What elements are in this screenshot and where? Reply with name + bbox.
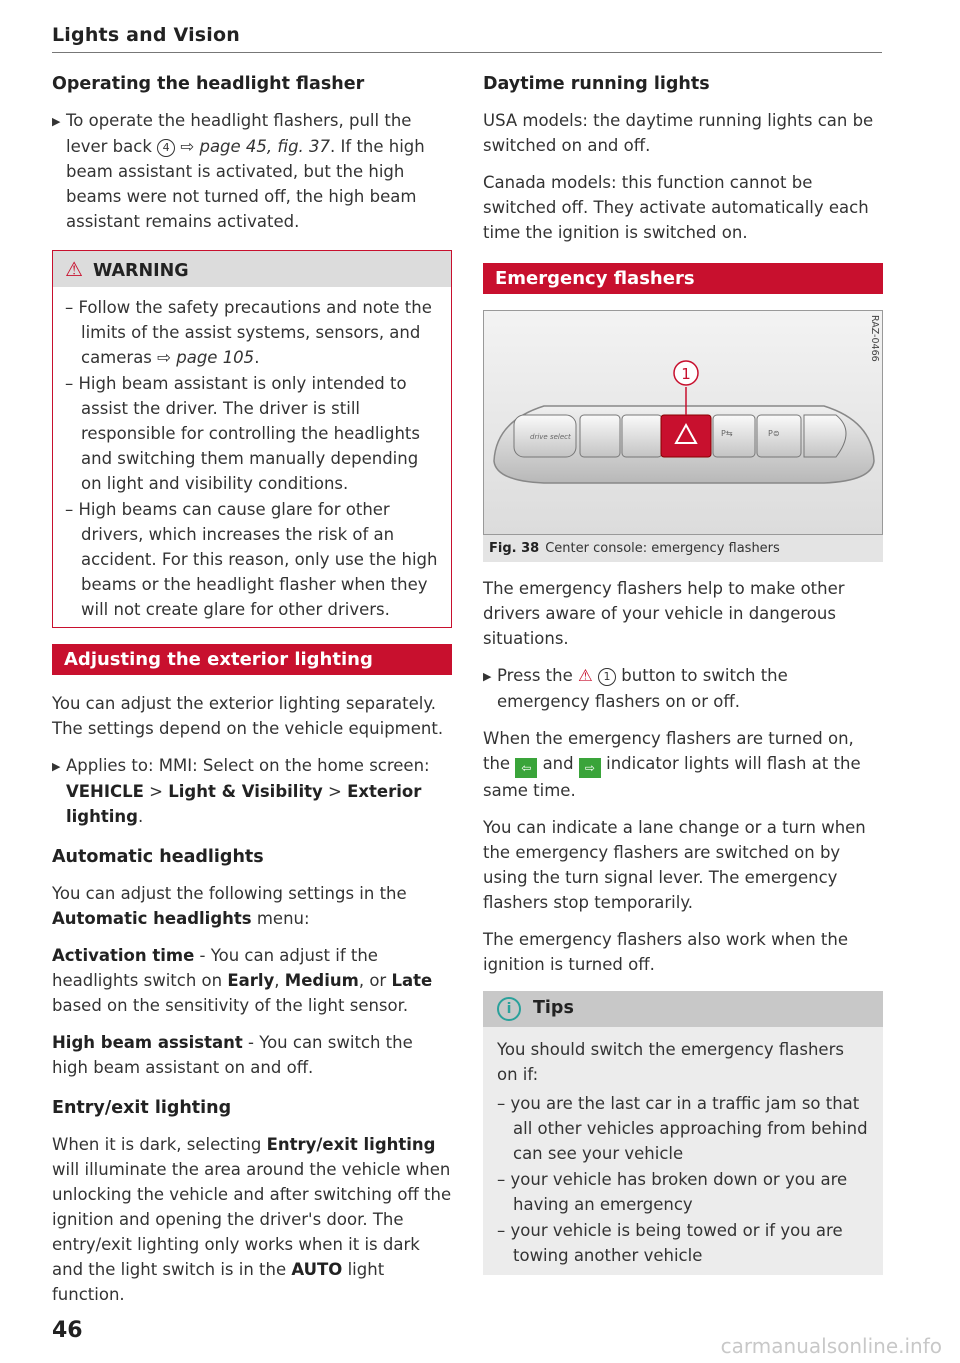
button-label: P⇆	[721, 429, 733, 438]
setting-name: Activation time	[52, 946, 195, 965]
text: - You can switch the high beam assistant on and off.	[52, 1033, 413, 1077]
text: ,	[274, 971, 285, 990]
warning-title: WARNING	[92, 261, 189, 281]
warning-item: – Follow the safety precautions and note the limits of the assist systems, sensors, and cameras ⇨ page 105.	[65, 298, 432, 367]
option-early: Early	[227, 971, 275, 990]
paragraph: You can adjust the exterior lighting separately. The settings depend on the vehicle equipment.	[52, 694, 444, 738]
right-column	[483, 74, 883, 1275]
hazard-button	[661, 415, 711, 457]
text: High beams can cause glare for other drivers, which increases the risk of an accident. For this reason, only use the high beams or the headlight flasher when they will not create glare for other drivers.	[78, 500, 438, 619]
button-label: P⊜	[768, 429, 780, 438]
instruction-bullet	[52, 108, 452, 234]
text: your vehicle has broken down or you are having an emergency	[510, 1170, 848, 1214]
figure-label: Fig. 38	[489, 541, 540, 556]
text: based on the sensitivity of the light sensor.	[52, 996, 409, 1015]
menu-path-light-visibility: Light & Visibility	[168, 782, 323, 801]
warning-header	[53, 251, 451, 287]
option-medium: Medium	[284, 971, 359, 990]
page-reference-link[interactable]: page 105	[176, 348, 255, 367]
text: . If the high beam assistant is activated, but the high beams were not turned off, the high beam assistant remains activated.	[66, 137, 425, 231]
tips-item: – you are the last car in a traffic jam so that all other vehicles approaching from behind can see your vehicle	[497, 1094, 868, 1163]
bullet-triangle-icon: ▶	[52, 760, 61, 773]
menu-path-vehicle: VEHICLE	[66, 782, 144, 801]
figure-code: RAZ-0466	[869, 315, 880, 362]
text: button to switch the emergency flashers on or off.	[497, 666, 788, 711]
menu-path-exterior-lighting: Exterior lighting	[66, 782, 422, 826]
bullet-triangle-icon: ▶	[52, 115, 61, 128]
menu-name: Automatic headlights	[52, 909, 252, 928]
tips-intro: You should switch the emergency flashers on if:	[497, 1040, 844, 1084]
text: You can adjust the following settings in the	[52, 884, 407, 903]
warning-box	[52, 250, 452, 628]
text: and	[537, 754, 579, 773]
section-title-headlight-flasher: Operating the headlight flasher	[52, 74, 365, 94]
warning-item: – High beams can cause glare for other drivers, which increases the risk of an accident. For this reason, only use the high beams or the headlight flasher when they will not create glare for other drivers.	[65, 500, 438, 619]
console-button	[713, 415, 755, 457]
separator: >	[143, 782, 169, 801]
paragraph	[52, 1132, 452, 1307]
section-title-automatic-headlights: Automatic headlights	[52, 847, 264, 867]
paragraph: The emergency flashers also work when the ignition is turned off.	[483, 930, 848, 974]
instruction-bullet	[52, 753, 452, 829]
instruction-bullet	[483, 663, 883, 714]
watermark: carmanualsonline.info	[720, 1334, 942, 1358]
text: , or	[358, 971, 392, 990]
section-banner-emergency-flashers: Emergency flashers	[483, 263, 883, 294]
paragraph: The emergency flashers help to make other drivers aware of your vehicle in dangerous situations.	[483, 579, 845, 648]
callout-number: 1	[598, 668, 616, 686]
text: When it is dark, selecting	[52, 1135, 267, 1154]
paragraph	[483, 726, 883, 803]
text: - You can adjust if the headlights switch on	[52, 946, 378, 990]
callout-number: 1	[681, 365, 691, 383]
right-turn-indicator-icon: ⇨	[579, 758, 601, 778]
info-icon: i	[497, 997, 521, 1021]
page-reference-arrow-icon: ⇨	[157, 348, 171, 367]
text: menu:	[251, 909, 310, 928]
center-console-illustration	[484, 311, 882, 534]
section-banner-exterior-lighting: Adjusting the exterior lighting	[52, 644, 452, 675]
paragraph: USA models: the daytime running lights can be switched on and off.	[483, 111, 874, 155]
paragraph: You can indicate a lane change or a turn when the emergency flashers are switched on by using the turn signal lever. The emergency flashers stop temporarily.	[483, 818, 866, 912]
page-reference-arrow-icon: ⇨	[180, 137, 195, 156]
console-button	[622, 415, 662, 457]
console-button	[580, 415, 620, 457]
setting-name: High beam assistant	[52, 1033, 243, 1052]
warning-item: – High beam assistant is only intended to assist the driver. The driver is still responsible for controlling the headlights and switching them manually depending on light and visibility conditions.	[65, 374, 420, 493]
text: When the emergency flashers are turned on, the	[483, 729, 854, 773]
tips-body	[483, 1027, 883, 1275]
page-number: 46	[52, 1318, 83, 1343]
tips-item: – your vehicle is being towed or if you are towing another vehicle	[497, 1221, 843, 1265]
text: light function.	[52, 1260, 385, 1304]
header-rule	[52, 52, 882, 53]
text: Applies to: MMI: Select on the home screen:	[66, 756, 430, 775]
left-column	[52, 74, 452, 1319]
tips-box	[483, 991, 883, 1275]
text: you are the last car in a traffic jam so that all other vehicles approaching from behind can see your vehicle	[510, 1094, 868, 1163]
text: Follow the safety precautions and note the limits of the assist systems, sensors, and cameras	[78, 298, 432, 367]
light-function-auto: AUTO	[291, 1260, 343, 1279]
text: indicator lights will flash at the same time.	[483, 754, 861, 800]
text: .	[137, 807, 144, 826]
figure-caption	[483, 535, 883, 562]
warning-triangle-icon: ⚠	[65, 257, 83, 281]
section-title-daytime-running-lights: Daytime running lights	[483, 74, 710, 94]
text: your vehicle is being towed or if you are towing another vehicle	[510, 1221, 843, 1265]
text: To operate the headlight flashers, pull the lever back	[66, 111, 412, 156]
section-title-entry-exit: Entry/exit lighting	[52, 1098, 232, 1118]
console-button	[804, 415, 846, 457]
button-label-drive-select: drive select	[530, 433, 571, 441]
option-late: Late	[391, 971, 433, 990]
hazard-triangle-icon: ⚠	[578, 666, 593, 685]
caption-text: Center console: emergency flashers	[545, 541, 780, 556]
tips-item: – your vehicle has broken down or you are having an emergency	[497, 1170, 848, 1214]
text: High beam assistant is only intended to assist the driver. The driver is still responsible for controlling the headlights and switching them manually depending on light and visibility conditions.	[78, 374, 420, 493]
callout-number: 4	[157, 139, 175, 157]
tips-header	[483, 991, 883, 1027]
text: will illuminate the area around the vehicle when unlocking the vehicle and after switching off the ignition and opening the driver's door. The entry/exit lighting only works when it is dark and the light switch is in the	[52, 1160, 452, 1279]
tips-title: Tips	[533, 998, 574, 1018]
page-header-title: Lights and Vision	[52, 24, 241, 46]
paragraph	[52, 943, 452, 1018]
text: Press the	[497, 666, 578, 685]
page-reference-link[interactable]: page 45, fig. 37	[199, 137, 331, 156]
separator: >	[322, 782, 348, 801]
text: .	[254, 348, 260, 367]
figure-center-console	[483, 310, 883, 535]
setting-name: Entry/exit lighting	[266, 1135, 436, 1154]
warning-body	[53, 287, 451, 627]
paragraph	[52, 1030, 452, 1080]
paragraph	[52, 881, 452, 931]
left-turn-indicator-icon: ⇦	[515, 758, 537, 778]
bullet-triangle-icon: ▶	[483, 670, 492, 683]
paragraph: Canada models: this function cannot be switched off. They activate automatically each time the ignition is switched on.	[483, 173, 869, 242]
